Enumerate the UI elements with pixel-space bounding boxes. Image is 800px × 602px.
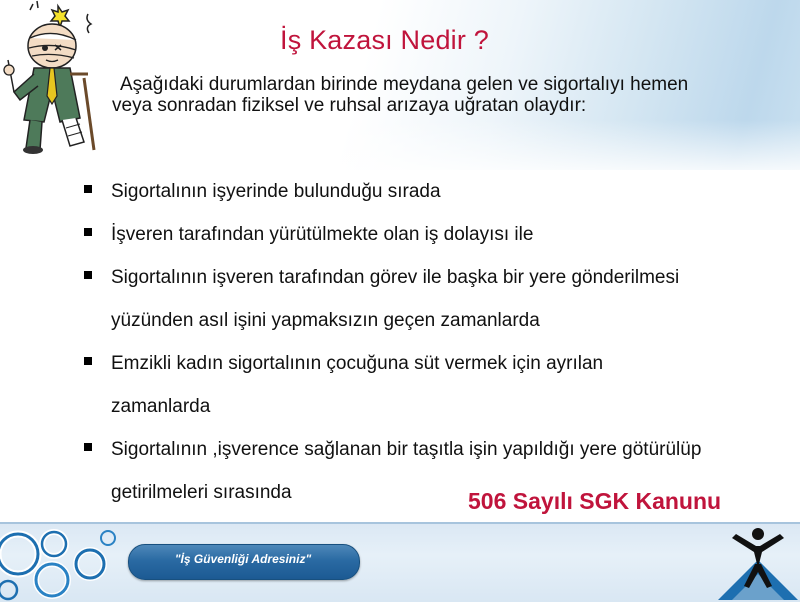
slogan-text: "İş Güvenliği Adresiniz" <box>174 552 312 566</box>
intro-line-1: Aşağıdaki durumlardan birinde meydana gelen ve sigortalıyı hemen <box>120 74 689 95</box>
list-item <box>0 170 800 213</box>
bullet-text: Sigortalının işyerinde bulunduğu sırada <box>111 181 441 202</box>
square-bullet-icon <box>84 357 92 365</box>
list-item <box>0 256 800 342</box>
law-reference: 506 Sayılı SGK Kanunu <box>468 488 722 514</box>
intro-line-2: veya sonradan fiziksel ve ruhsal arızaya uğratan olaydır: <box>112 95 587 116</box>
list-item <box>0 342 800 428</box>
footer-band <box>0 522 800 602</box>
injured-worker-icon <box>0 0 104 155</box>
bullet-text-continued: zamanlarda <box>111 396 211 417</box>
bullet-text: Sigortalının işveren tarafından görev ile başka bir yere gönderilmesi <box>111 267 680 288</box>
bullet-text: Emzikli kadın sigortalının çocuğuna süt vermek için ayrılan <box>111 353 604 374</box>
bullet-text-continued: yüzünden asıl işini yapmaksızın geçen zamanlarda <box>111 310 540 331</box>
jumping-person-logo-icon <box>718 524 798 600</box>
intro-text <box>108 74 788 116</box>
bullet-list <box>0 170 800 514</box>
square-bullet-icon <box>84 228 92 236</box>
square-bullet-icon <box>84 271 92 279</box>
square-bullet-icon <box>84 443 92 451</box>
bullet-text: İşveren tarafından yürütülmekte olan iş dolayısı ile <box>111 224 534 245</box>
bullet-text-continued: getirilmeleri sırasında <box>111 482 292 503</box>
square-bullet-icon <box>84 185 92 193</box>
bullet-text: Sigortalının ,işverence sağlanan bir taşıtla işin yapıldığı yere götürülüp <box>111 439 702 460</box>
slide-title: İş Kazası Nedir ? <box>280 25 489 55</box>
list-item <box>0 213 800 256</box>
